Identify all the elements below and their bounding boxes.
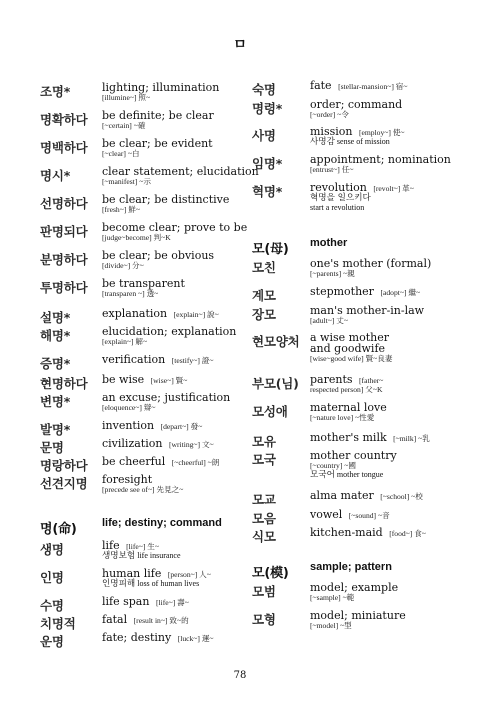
etymology: [result in~] 致~的 — [133, 616, 189, 625]
etymology: [~parents] ~親 — [310, 269, 355, 278]
headword: 변명* — [40, 394, 71, 409]
english-gloss: stepmother — [310, 285, 374, 298]
gloss — [310, 182, 414, 213]
english-gloss: be definite; be clear — [102, 109, 214, 122]
headword: 명확하다 — [40, 112, 88, 127]
english-gloss: be clear; be obvious — [102, 249, 215, 262]
etymology: [wise~good wife] 賢~良妻 — [310, 354, 393, 363]
english-gloss: be wise — [102, 373, 145, 386]
etymology: [~cheerful] ~朗 — [171, 458, 220, 467]
english-gloss: order; command — [310, 98, 403, 111]
etymology: [eloquence~] 辯~ — [102, 403, 156, 412]
headword: 혁명* — [252, 184, 283, 199]
headword: 치명적 — [40, 616, 76, 631]
example — [310, 193, 414, 203]
headword: 모교 — [252, 492, 276, 507]
gloss — [102, 222, 247, 242]
headword: 사명 — [252, 128, 276, 143]
etymology: [~sound] ~音 — [348, 511, 390, 520]
etymology: [employ~] 使~ — [358, 128, 405, 137]
headword: 설명* — [40, 310, 71, 325]
etymology: [~sample] ~範 — [310, 593, 355, 602]
gloss — [102, 438, 214, 449]
headword: 모형 — [252, 612, 276, 627]
english-gloss: and goodwife — [310, 342, 386, 355]
english-gloss: appointment; nomination — [310, 153, 451, 166]
example-english: loss of human lives — [137, 579, 200, 588]
gloss — [310, 490, 423, 501]
etymology: [~clear] ~白 — [102, 149, 140, 158]
english-gloss: be cheerful — [102, 455, 166, 468]
headword: 인명 — [40, 570, 64, 585]
gloss — [102, 456, 219, 467]
gloss — [310, 582, 398, 602]
etymology: [~certain] ~確 — [102, 121, 146, 130]
etymology: [~model] ~型 — [310, 621, 352, 630]
gloss — [102, 568, 211, 589]
etymology: [~country] ~國 — [310, 461, 356, 470]
etymology: [divide~] 分~ — [102, 261, 144, 270]
headword: 임명* — [252, 156, 283, 171]
etymology: [~milk] ~乳 — [393, 434, 430, 443]
section-headword: 명(命) — [40, 522, 77, 537]
etymology: [~order] ~令 — [310, 110, 349, 119]
english-gloss: clear statement; elucidation — [102, 165, 259, 178]
etymology: [fresh~] 鮮~ — [102, 205, 140, 214]
example-korean: 사명감 — [310, 137, 335, 147]
headword: 모유 — [252, 434, 276, 449]
gloss — [310, 527, 426, 538]
etymology: [depart~] 發~ — [160, 422, 203, 431]
gloss — [310, 286, 420, 297]
headword: 숙명 — [252, 82, 276, 97]
etymology: [illumine~] 照~ — [102, 93, 151, 102]
gloss — [102, 138, 213, 158]
gloss — [310, 154, 451, 174]
headword: 명령* — [252, 101, 283, 116]
english-gloss: mother's milk — [310, 431, 387, 444]
english-gloss: verification — [102, 353, 166, 366]
gloss — [310, 332, 392, 363]
gloss — [102, 540, 181, 561]
gloss — [102, 420, 202, 431]
headword: 부모(님) — [252, 376, 299, 391]
gloss — [310, 432, 430, 443]
headword: 현명하다 — [40, 376, 88, 391]
headword: 발명* — [40, 422, 71, 437]
english-gloss: civilization — [102, 437, 163, 450]
english-gloss: lighting; illumination — [102, 81, 220, 94]
headword: 모성애 — [252, 404, 288, 419]
page-header-letter: ㅁ — [233, 37, 247, 53]
headword: 판명되다 — [40, 224, 88, 239]
english-gloss: be clear; be evident — [102, 137, 213, 150]
english-gloss: vowel — [310, 508, 343, 521]
gloss — [310, 258, 431, 278]
english-gloss: explanation — [102, 307, 168, 320]
headword: 투명하다 — [40, 280, 88, 295]
etymology: [father~ — [359, 376, 384, 385]
english-gloss: model; miniature — [310, 609, 406, 622]
english-gloss: human life — [102, 567, 162, 580]
english-gloss: kitchen-maid — [310, 526, 383, 539]
gloss — [310, 99, 402, 119]
headword: 분명하다 — [40, 252, 88, 267]
etymology: [~school] ~校 — [380, 492, 423, 501]
english-gloss: mission — [310, 125, 353, 138]
example-korean: 모국어 — [310, 470, 335, 480]
gloss — [102, 596, 189, 607]
gloss — [102, 250, 214, 270]
etymology: [explain~] 說~ — [173, 310, 219, 319]
example-korean: 인명피해 — [102, 579, 136, 589]
etymology: [food~] 食~ — [389, 529, 426, 538]
headword: 운명 — [40, 634, 64, 649]
etymology: [life~] 壽~ — [155, 598, 189, 607]
english-gloss: a wise mother — [310, 331, 389, 344]
english-gloss: become clear; prove to be — [102, 221, 248, 234]
etymology: [life~] 生~ — [126, 542, 160, 551]
headword: 장모 — [252, 307, 276, 322]
example-english: life insurance — [137, 551, 181, 560]
headword: 명시* — [40, 168, 71, 183]
headword: 모범 — [252, 584, 276, 599]
example — [310, 137, 405, 147]
english-gloss: be clear; be distinctive — [102, 193, 230, 206]
english-gloss: fate; destiny — [102, 631, 172, 644]
gloss — [102, 392, 230, 412]
english-gloss: revolution — [310, 181, 367, 194]
gloss — [102, 374, 187, 385]
english-gloss: one's mother (formal) — [310, 257, 432, 270]
gloss — [102, 474, 183, 494]
section-gloss: sample; pattern — [310, 561, 392, 573]
example-korean: 생명보험 — [102, 551, 136, 561]
etymology: [precede see of~] 先見之~ — [102, 485, 184, 494]
gloss — [102, 308, 219, 319]
headword: 계모 — [252, 288, 276, 303]
etymology: [wise~] 賢~ — [150, 376, 188, 385]
etymology: [testify~] 證~ — [171, 356, 214, 365]
page-number: 78 — [233, 670, 247, 681]
headword: 생명 — [40, 542, 64, 557]
headword: 모국 — [252, 452, 276, 467]
etymology: [stellar-mansion~] 宿~ — [338, 82, 408, 91]
english-gloss: invention — [102, 419, 155, 432]
gloss — [310, 610, 406, 630]
gloss — [102, 110, 214, 130]
headword: 조명* — [40, 84, 71, 99]
english-gloss: fate — [310, 79, 332, 92]
example — [102, 551, 181, 561]
gloss — [102, 614, 189, 625]
etymology: [transparen ~] 透~ — [102, 289, 159, 298]
etymology: [revolt~] 革~ — [373, 184, 414, 193]
gloss — [310, 126, 405, 147]
etymology: [luck~] 運~ — [177, 634, 214, 643]
english-gloss: man's mother-in-law — [310, 304, 425, 317]
etymology: [adopt~] 繼~ — [380, 288, 421, 297]
gloss — [102, 278, 185, 298]
etymology: [adult~] 丈~ — [310, 316, 348, 325]
english-gloss: be transparent — [102, 277, 185, 290]
section-headword: 모(母) — [252, 242, 289, 257]
section-headword: 모(模) — [252, 566, 289, 581]
english-gloss: mother country — [310, 449, 397, 462]
english-gloss: elucidation; explanation — [102, 325, 237, 338]
etymology: [explain~] 解~ — [102, 337, 148, 346]
english-gloss: model; example — [310, 581, 399, 594]
english-gloss: maternal love — [310, 401, 387, 414]
etymology: [~manifest] ~示 — [102, 177, 151, 186]
example — [102, 579, 211, 589]
headword: 문명 — [40, 440, 64, 455]
headword: 식모 — [252, 529, 276, 544]
headword: 수명 — [40, 598, 64, 613]
etymology: [person~] 人~ — [167, 570, 211, 579]
gloss — [310, 374, 383, 394]
headword: 모친 — [252, 260, 276, 275]
english-gloss: alma mater — [310, 489, 374, 502]
gloss — [102, 194, 229, 214]
gloss — [102, 166, 259, 186]
example-korean: 혁명을 일으키다 — [310, 193, 371, 203]
english-gloss: foresight — [102, 473, 153, 486]
gloss — [310, 450, 397, 480]
gloss — [310, 80, 408, 91]
headword: 명백하다 — [40, 140, 88, 155]
gloss — [102, 354, 213, 365]
english-gloss: fatal — [102, 613, 128, 626]
headword: 해명* — [40, 328, 71, 343]
gloss — [102, 326, 236, 346]
example-english: mother tongue — [336, 470, 384, 479]
etymology: [entrust~] 任~ — [310, 165, 354, 174]
headword: 선명하다 — [40, 196, 88, 211]
headword: 명랑하다 — [40, 458, 88, 473]
etymology: [writing~] 文~ — [168, 440, 214, 449]
headword: 증명* — [40, 356, 71, 371]
headword: 현모양처 — [252, 334, 300, 349]
example — [310, 470, 397, 480]
gloss — [102, 632, 214, 643]
example-english: start a revolution — [310, 203, 365, 212]
etymology: [~nature love] ~性愛 — [310, 413, 375, 422]
gloss — [310, 509, 390, 520]
section-gloss: mother — [310, 237, 348, 249]
etymology-continued: respected person] 父~K — [310, 385, 383, 394]
english-gloss: life span — [102, 595, 150, 608]
gloss — [102, 82, 219, 102]
gloss — [310, 402, 387, 422]
english-gloss: an excuse; justification — [102, 391, 231, 404]
section-gloss: life; destiny; command — [102, 517, 222, 529]
etymology: [judge~become] 判~K — [102, 233, 171, 242]
headword: 모음 — [252, 511, 276, 526]
gloss — [310, 305, 424, 325]
english-gloss: life — [102, 539, 120, 552]
headword: 선견지명 — [40, 476, 88, 491]
english-gloss: parents — [310, 373, 353, 386]
example-english: sense of mission — [336, 137, 390, 146]
